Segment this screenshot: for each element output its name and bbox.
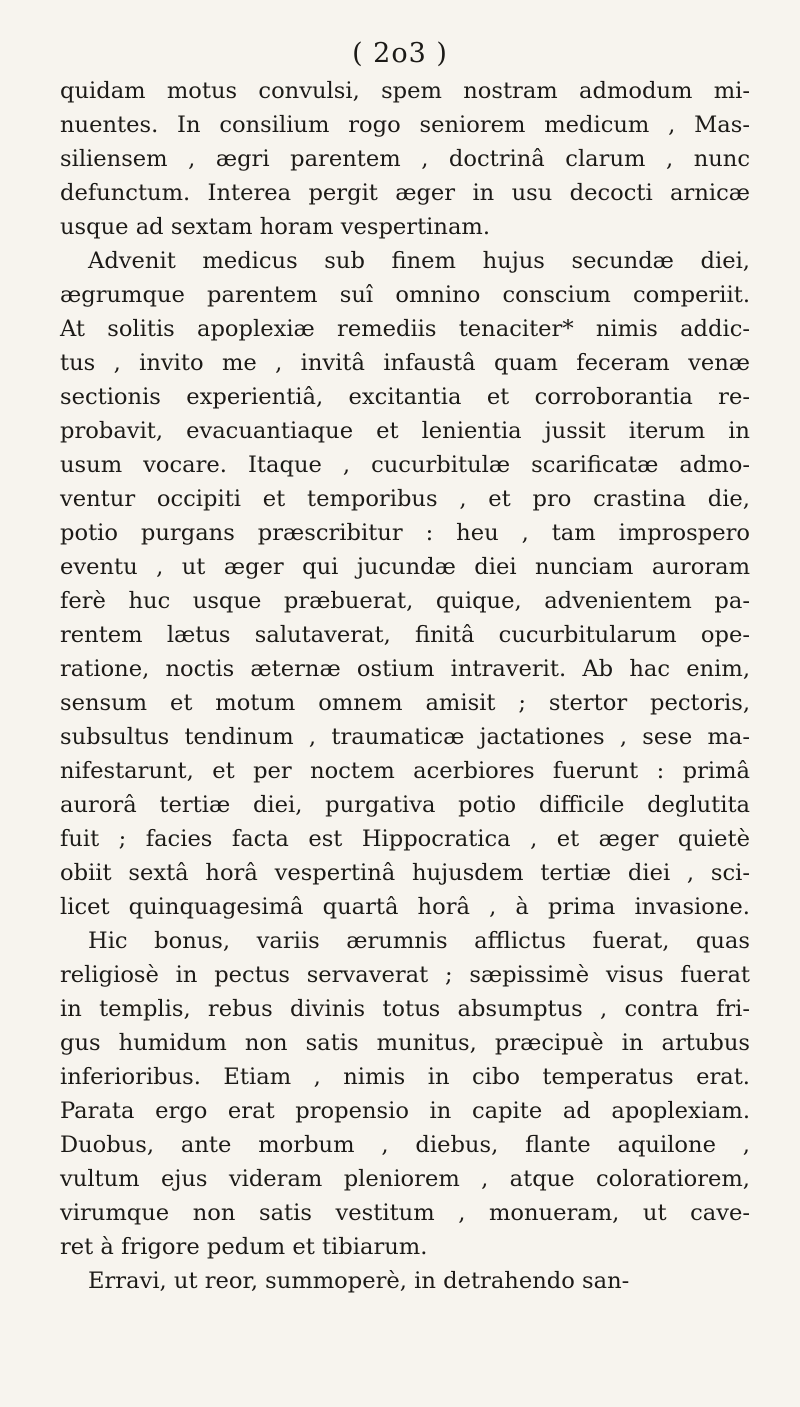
text-line: probavit, evacuantiaque et lenientia jussit iterum in: [60, 418, 750, 444]
text-line: nifestarunt, et per noctem acerbiores fuerunt : primâ: [60, 758, 750, 784]
text-line: usum vocare. Itaque , cucurbitulæ scarificatæ admo-: [60, 452, 750, 478]
text-line: ratione, noctis æternæ ostium intraverit. Ab hac enim,: [60, 656, 750, 682]
text-line: usque ad sextam horam vespertinam.: [60, 214, 491, 240]
text-line: eventu , ut æger qui jucundæ diei nunciam auroram: [60, 554, 750, 580]
text-line: Erravi, ut reor, summoperè, in detrahendo san-: [88, 1268, 630, 1294]
text-line: aurorâ tertiæ diei, purgativa potio difficile deglutita: [60, 792, 750, 818]
text-line: sensum et motum omnem amisit ; stertor pectoris,: [60, 690, 750, 716]
text-line: ret à frigore pedum et tibiarum.: [60, 1234, 428, 1260]
text-line: siliensem , ægri parentem , doctrinâ clarum , nunc: [60, 146, 750, 172]
text-line: quidam motus convulsi, spem nostram admodum mi-: [60, 78, 750, 104]
page-number: ( 2o3 ): [352, 38, 448, 69]
text-line: religiosè in pectus servaverat ; sæpissimè visus fuerat: [60, 962, 750, 988]
text-line: subsultus tendinum , traumaticæ jactationes , sese ma-: [60, 724, 750, 750]
text-line: Advenit medicus sub finem hujus secundæ diei,: [88, 248, 750, 274]
text-line: ægrumque parentem suî omnino conscium comperiit.: [60, 282, 750, 308]
text-line: ventur occipiti et temporibus , et pro crastina die,: [60, 486, 750, 512]
text-line: fuit ; facies facta est Hippocratica , et æger quietè: [60, 826, 750, 852]
text-line: gus humidum non satis munitus, præcipuè in artubus: [60, 1030, 750, 1056]
text-line: tus , invito me , invitâ infaustâ quam feceram venæ: [60, 350, 750, 376]
text-line: defunctum. Interea pergit æger in usu decocti arnicæ: [60, 180, 750, 206]
body-text: [60, 74, 750, 1298]
text-line: virumque non satis vestitum , monueram, ut cave-: [60, 1200, 750, 1226]
text-line: in templis, rebus divinis totus absumptus , contra fri-: [60, 996, 750, 1022]
text-line: Hic bonus, variis ærumnis afflictus fuerat, quas: [88, 928, 750, 954]
text-line: sectionis experientiâ, excitantia et corroborantia re-: [60, 384, 750, 410]
text-line: ferè huc usque præbuerat, quique, advenientem pa-: [60, 588, 750, 614]
text-line: nuentes. In consilium rogo seniorem medicum , Mas-: [60, 112, 750, 138]
text-line: rentem lætus salutaverat, finitâ cucurbitularum ope-: [60, 622, 750, 648]
text-line: vultum ejus videram pleniorem , atque coloratiorem,: [60, 1166, 750, 1192]
text-line: inferioribus. Etiam , nimis in cibo temperatus erat.: [60, 1064, 750, 1090]
text-line: licet quinquagesimâ quartâ horâ , à prima invasione.: [60, 894, 750, 920]
text-line: potio purgans præscribitur : heu , tam improspero: [60, 520, 750, 546]
text-line: obiit sextâ horâ vespertinâ hujusdem tertiæ diei , sci-: [60, 860, 750, 886]
text-line: Parata ergo erat propensio in capite ad apoplexiam.: [60, 1098, 750, 1124]
text-line: Duobus, ante morbum , diebus, flante aquilone ,: [60, 1132, 750, 1158]
text-line: At solitis apoplexiæ remediis tenaciter* nimis addic-: [60, 316, 750, 342]
